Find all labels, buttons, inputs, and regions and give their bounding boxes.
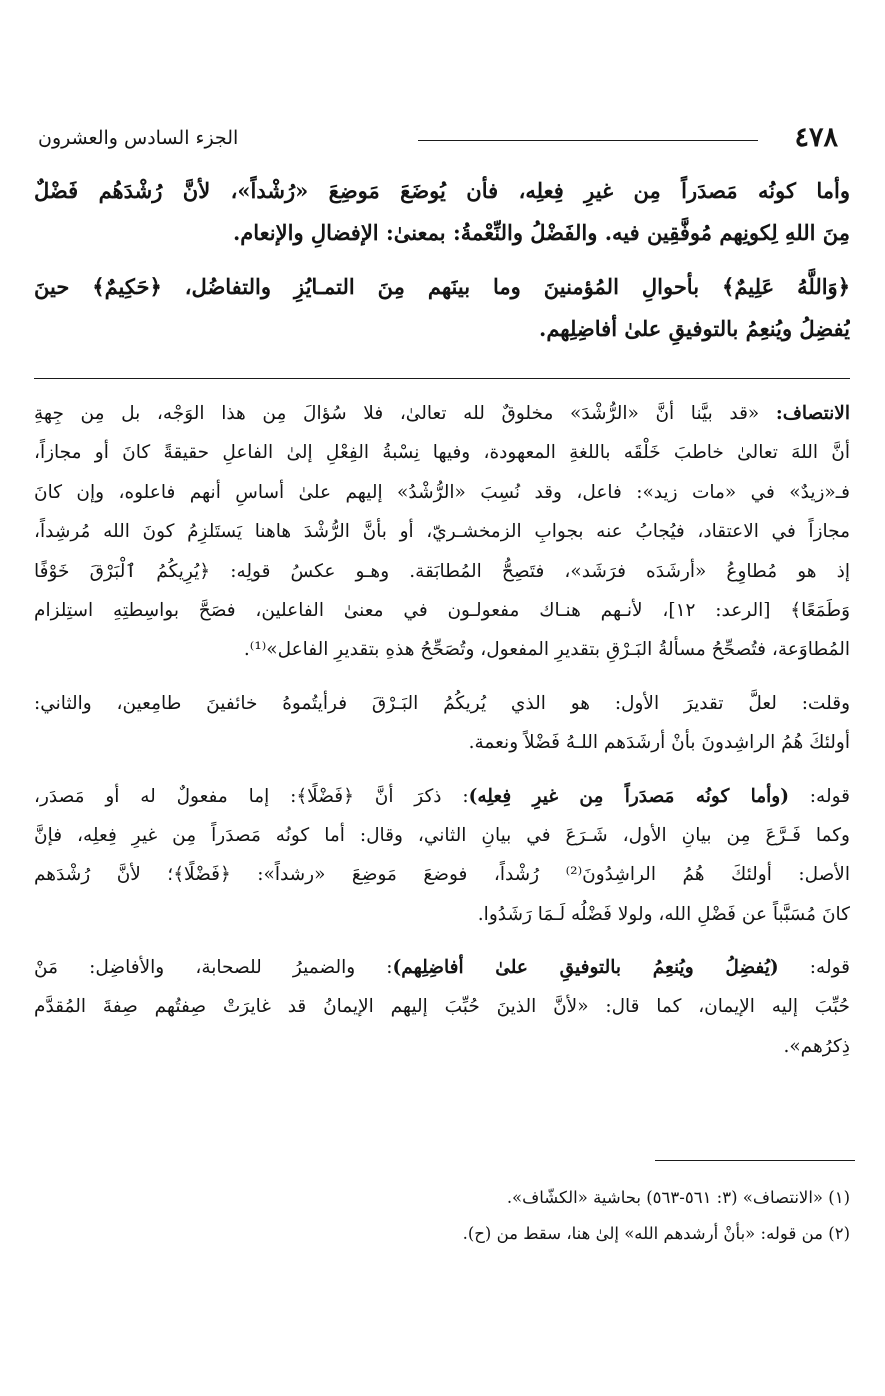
commentary-line: وكما فَـرَّعَ مِن بيانِ الأول، شَـرَعَ في بيانِ الثاني، وقال: أما كونُه مَصدَراً مِن غيرِ فِعلِه، فإنَّ bbox=[34, 824, 850, 846]
commentary-line: حُبِّبَ إليه الإيمان، كما قال: «لأنَّ الذينَ حُبِّبَ إليهم الإيمانُ قد غايرَتْ صِفتُهم صِفةَ المُقدَّم bbox=[34, 996, 850, 1018]
paragraph-gap bbox=[34, 763, 850, 777]
footnote: (٢) من قوله: «بأنْ أرشدهم الله» إلىٰ هنا، سقط من (ح). bbox=[462, 1224, 850, 1243]
commentary-text: : ذكرَ أنَّ ﴿فَضْلًا﴾: إما مفعولٌ له أو مَصدَر، bbox=[34, 785, 469, 807]
commentary-line bbox=[34, 948, 850, 987]
commentary-line: الأصل: أولئكَ هُمُ الراشِدُونَ⁽²⁾ رُشْداً، فوضعَ مَوضِعَ «رشداً»: ﴿فَضْلًا﴾؛ لأنَّ رُشْدَهم bbox=[34, 864, 850, 886]
main-text bbox=[34, 170, 850, 350]
main-text-line: وأما كونُه مَصدَراً مِن غيرِ فِعلِه، فأن يُوضَعَ مَوضِعَ «رُشْداً»، لأنَّ رُشْدَهُم فَضْلٌ bbox=[34, 178, 850, 203]
paragraph-gap bbox=[34, 934, 850, 948]
commentary-text: «قد بيَّنا أنَّ «الرُّشْدَ» مخلوقٌ لله تعالىٰ، فلا سُؤالَ مِن هذا الوَجْه، بل مِن جِهةِ bbox=[34, 403, 776, 424]
commentary-line: مجازاً في الاعتقاد، فيُجابُ عنه بجوابِ الزمخشـريّ، أو بأنَّ الرُّشْدَ هاهنا يَستَلزِمُ كونَ الله مُرشِداً، bbox=[34, 521, 850, 543]
page-number: ٤٧٨ bbox=[794, 122, 838, 153]
commentary-line: وَطَمَعًا﴾ [الرعد: ١٢]، لأنـهم هنـاك مفعولـون في معنىٰ الفاعلين، فصَحَّ بواسِطتِهِ استِلزام bbox=[34, 599, 850, 621]
commentary-line: ذِكرُهم». bbox=[783, 1035, 850, 1057]
commentary-line: أولئكَ هُمُ الراشِدونَ بأنْ أرشَدَهم اللـهُ فَضْلاً ونعمة. bbox=[468, 732, 850, 754]
section-divider bbox=[34, 378, 850, 379]
running-title: الجزء السادس والعشرون bbox=[38, 127, 239, 149]
commentary-line bbox=[34, 777, 850, 816]
quoted-phrase: (يُفضِلُ ويُنعِمُ بالتوفيقِ علىٰ أفاضِلِهم) bbox=[392, 957, 779, 979]
page-header bbox=[38, 118, 838, 158]
commentary-line: كانَ مُسَبَّباً عن فَضْلِ الله، ولولا فَضْلُه لَـمَا رَشَدُوا. bbox=[477, 903, 850, 925]
footnotes bbox=[34, 1180, 850, 1252]
commentary-line: المُطاوَعة، فتُصحِّحُ مسألةُ البَـرْقِ بتقديرِ المفعول، وتُصَحِّحُ هذهِ بتقديرِ الفاعل»⁽¹⁾. bbox=[243, 639, 850, 661]
main-text-line: يُفضِلُ ويُنعِمُ بالتوفيقِ علىٰ أفاضِلِهم. bbox=[539, 316, 850, 341]
header-rule bbox=[418, 140, 758, 141]
commentary-line: فـ«زيدٌ» في «مات زيد»: فاعل، وقد نُسِبَ «الرُّشْدُ» إليهم علىٰ أساسِ أنهم فاعلوه، وإن كانَ bbox=[34, 481, 850, 503]
commentary-text: : والضميرُ للصحابة، والأفاضِل: مَنْ bbox=[34, 957, 393, 979]
quoted-phrase: (وأما كونُه مَصدَراً مِن غيرِ فِعلِه) bbox=[468, 785, 789, 807]
footnote: (١) «الانتصاف» (٣: ٥٦١-٥٦٣) بحاشية «الكشّاف». bbox=[506, 1188, 850, 1207]
main-text-line: مِنَ اللهِ لِكونِهم مُوفَّقِين فيه. والفَضْلُ والنِّعْمةُ: بمعنىٰ: الإفضالِ والإنعام. bbox=[232, 220, 850, 245]
footnote-divider bbox=[655, 1160, 855, 1161]
main-text-line: ﴿وَاللَّهُ عَلِيمٌ﴾ بأحوالِ المُؤمنينَ وما بينَهم مِنَ التمـايُزِ والتفاضُل، ﴿حَكِيمٌ﴾ حينَ bbox=[34, 274, 850, 299]
intisaf-label: الانتصاف: bbox=[775, 403, 850, 424]
quote-prefix: قوله: bbox=[778, 957, 850, 979]
commentary-line bbox=[34, 394, 850, 433]
quote-prefix: قوله: bbox=[789, 785, 850, 807]
commentary bbox=[34, 394, 850, 1066]
commentary-line: وقلت: لعلَّ تقديرَ الأول: هو الذي يُريكُمُ البَـرْقَ فرأيتُموهُ خائفينَ طامِعين، والثاني: bbox=[34, 692, 850, 714]
paragraph-gap bbox=[34, 254, 850, 266]
paragraph-gap bbox=[34, 670, 850, 684]
commentary-line: أنَّ اللهَ تعالىٰ خاطبَ خَلْقَه باللغةِ المعهودة، وفيها نِسْبةُ الفِعْلِ إلىٰ الفاعلِ حقيقةً كانَ أو مجازاً، bbox=[34, 442, 850, 464]
commentary-line: إذ هو مُطاوِعُ «أرشَدَه فرَشَد»، فتَصِحُّ المُطابَقة. وهـو عكسُ قولِه: ﴿يُرِيكُمُ ٱلْبَرْقَ خَوْفًا bbox=[34, 560, 850, 582]
